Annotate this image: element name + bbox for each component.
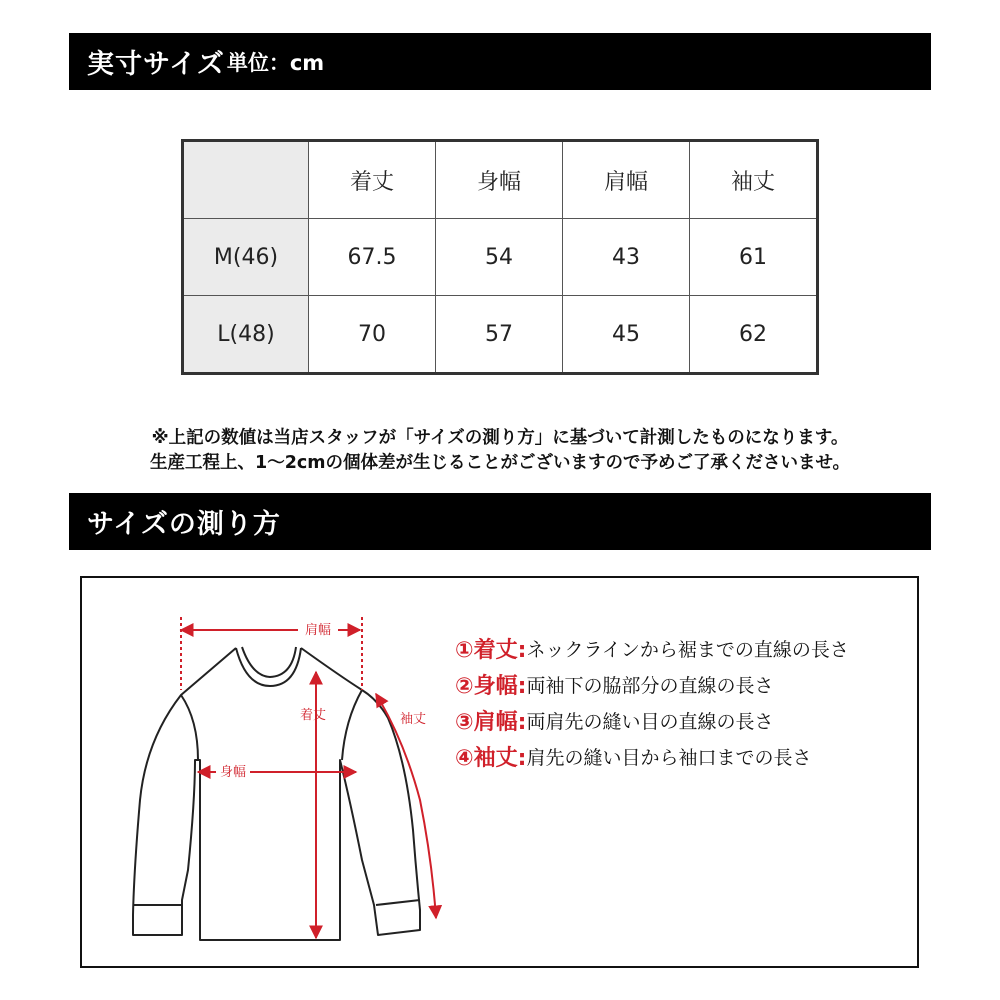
- legend-text: ネックラインから裾までの直線の長さ: [526, 638, 849, 661]
- measurement-note-line1: ※上記の数値は当店スタッフが「サイズの測り方」に基づいて計測したものになります。: [151, 428, 849, 448]
- legend-item: [455, 666, 849, 702]
- column-header: 肩幅: [563, 141, 690, 219]
- table-cell: 61: [690, 219, 818, 296]
- sleeve-arrow: [376, 694, 436, 918]
- sleeve-label: 袖丈: [400, 712, 427, 727]
- legend-text: 肩先の縫い目から袖口までの長さ: [526, 746, 812, 769]
- table-cell: 70: [309, 296, 436, 374]
- measurement-note-line2: 生産工程上、1〜2cmの個体差が生じることがございますので予めご了承くださいませ。: [150, 453, 850, 473]
- legend-text: 両肩先の縫い目の直線の長さ: [526, 710, 774, 733]
- column-header: 身幅: [436, 141, 563, 219]
- legend-text: 両袖下の脇部分の直線の長さ: [526, 674, 774, 697]
- shirt-outline: [133, 647, 420, 940]
- legend-label: ①着丈:: [455, 637, 527, 663]
- legend-label: ②身幅:: [455, 673, 527, 699]
- body-width-label: 身幅: [219, 765, 247, 780]
- legend-item: [455, 630, 849, 666]
- legend-label: ④袖丈:: [455, 745, 527, 771]
- row-size-label: L(48): [183, 296, 309, 374]
- table-cell: 57: [436, 296, 563, 374]
- legend-item: [455, 738, 849, 774]
- size-header-unit: 単位：cm: [226, 50, 325, 75]
- column-header: 袖丈: [690, 141, 818, 219]
- howto-header-title: サイズの測り方: [87, 509, 281, 540]
- length-label: 着丈: [300, 708, 327, 723]
- table-cell: 62: [690, 296, 818, 374]
- shoulder-label: 肩幅: [304, 623, 332, 638]
- measurement-legend: [455, 630, 849, 774]
- row-size-label: M(46): [183, 219, 309, 296]
- table-cell: 67.5: [309, 219, 436, 296]
- size-header-title: 実寸サイズ: [87, 49, 225, 80]
- table-cell: 43: [563, 219, 690, 296]
- legend-label: ③肩幅:: [455, 709, 527, 735]
- column-header: 着丈: [309, 141, 436, 219]
- table-cell: 45: [563, 296, 690, 374]
- table-cell: 54: [436, 219, 563, 296]
- legend-item: [455, 702, 849, 738]
